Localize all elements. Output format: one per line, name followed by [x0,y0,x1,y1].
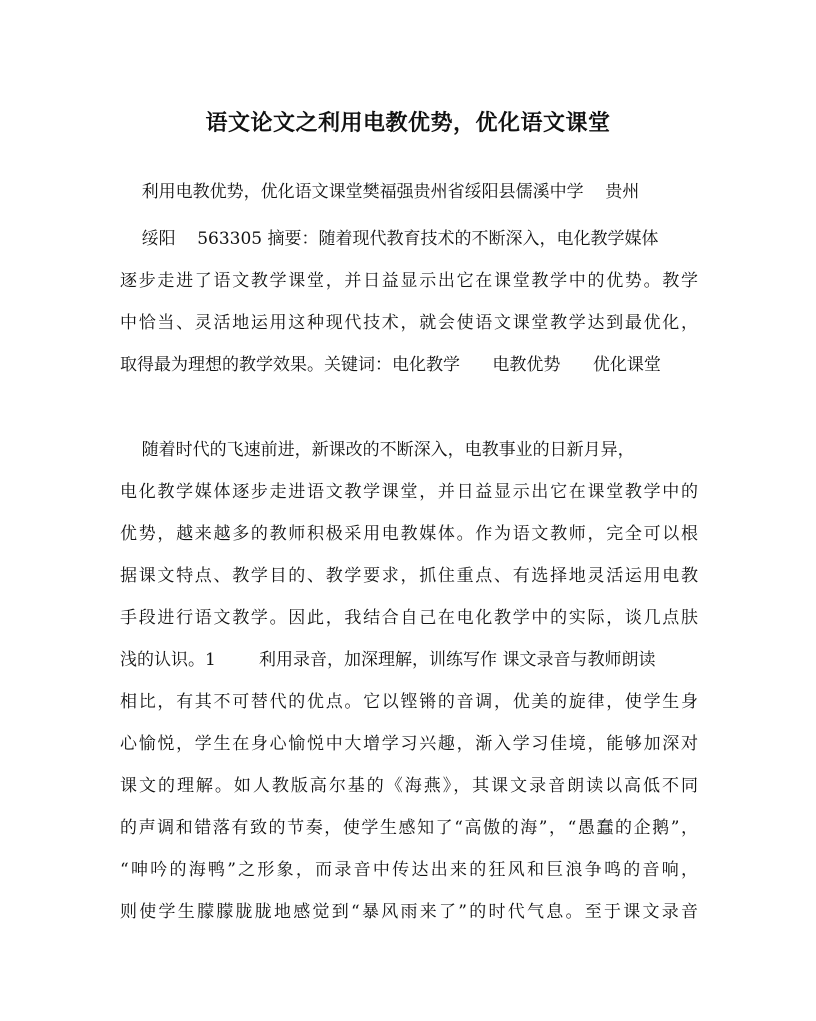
body-line: 随着时代的飞速前进，新课改的不断深入，电教事业的日新月异， [120,440,635,460]
body-line: “呻吟的海鸭”之形象，而录音中传达出来的狂风和巨浪争鸣的音响， [120,860,698,880]
body-line: 相比，有其不可替代的优点。它以铿锵的音调，优美的旋律，使学生身 [120,692,698,712]
body-line: 绥阳 563305 摘要：随着现代教育技术的不断深入，电化教学媒体 [120,229,659,249]
body-line: 的声调和错落有致的节奏，使学生感知了“高傲的海”，“愚蠢的企鹅”， [120,818,698,838]
document-title: 语文论文之利用电教优势，优化语文课堂 [205,110,611,136]
body-line: 优势，越来越多的教师积极采用电教媒体。作为语文教师，完全可以根 [120,524,698,544]
body-line: 中恰当、灵活地运用这种现代技术，就会使语文课堂教学达到最优化， [120,313,698,333]
body-line: 逐步走进了语文教学课堂，并日益显示出它在课堂教学中的优势。教学 [120,271,698,291]
body-line: 取得最为理想的教学效果。关键词：电化教学 电教优势 优化课堂 [120,355,661,375]
body-line: 则使学生朦朦胧胧地感觉到“暴风雨来了”的时代气息。至于课文录音 [120,902,698,922]
body-line: 浅的认识。1 利用录音，加深理解，训练写作 课文录音与教师朗读 [120,650,656,670]
body-line: 心愉悦，学生在身心愉悦中大增学习兴趣，渐入学习佳境，能够加深对 [120,734,698,754]
body-line: 据课文特点、教学目的、教学要求，抓住重点、有选择地灵活运用电教 [120,566,698,586]
body-line: 课文的理解。如人教版高尔基的《海燕》，其课文录音朗读以高低不同 [120,776,698,796]
body-line: 手段进行语文教学。因此，我结合自己在电化教学中的实际，谈几点肤 [120,608,698,628]
body-line: 电化教学媒体逐步走进语文教学课堂，并日益显示出它在课堂教学中的 [120,482,698,502]
body-line: 利用电教优势，优化语文课堂樊福强贵州省绥阳县儒溪中学 贵州 [120,182,640,202]
